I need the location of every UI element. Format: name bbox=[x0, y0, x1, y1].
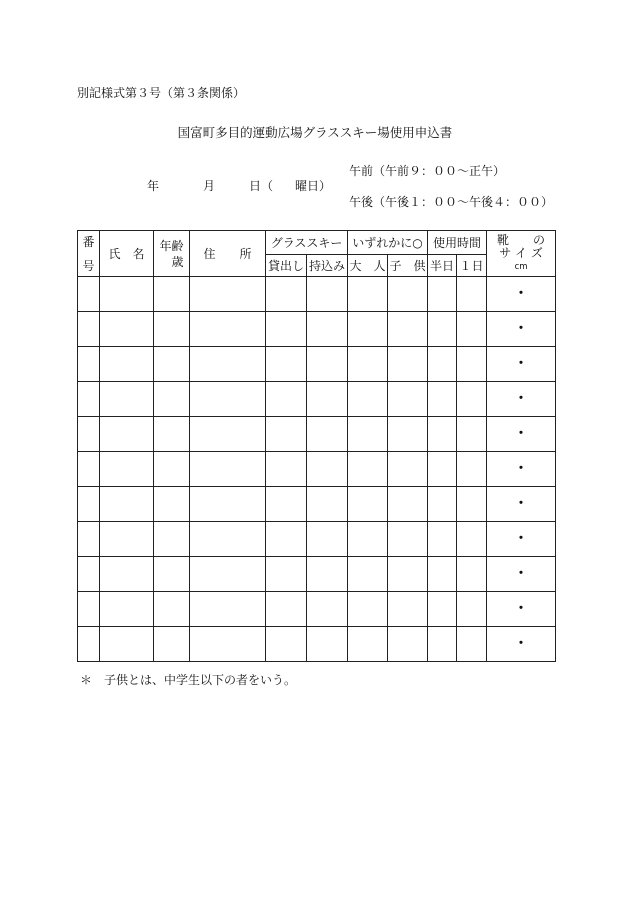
cell-full-day[interactable] bbox=[457, 522, 487, 557]
cell-age[interactable] bbox=[154, 592, 190, 627]
cell-shoe-size[interactable] bbox=[487, 382, 556, 417]
cell-number[interactable] bbox=[78, 452, 100, 487]
cell-rental[interactable] bbox=[266, 592, 307, 627]
cell-adult[interactable] bbox=[348, 557, 388, 592]
cell-own[interactable] bbox=[307, 312, 348, 347]
cell-address[interactable] bbox=[190, 557, 266, 592]
header-age: 年齢 歳 bbox=[154, 231, 190, 277]
cell-child[interactable] bbox=[388, 417, 428, 452]
cell-full-day[interactable] bbox=[457, 487, 487, 522]
cell-rental[interactable] bbox=[266, 627, 307, 662]
header-full-day: １日 bbox=[457, 255, 487, 277]
shoe-unit: cm bbox=[514, 261, 528, 272]
cell-name[interactable] bbox=[100, 277, 154, 312]
cell-shoe-size[interactable] bbox=[487, 417, 556, 452]
cell-adult[interactable] bbox=[348, 277, 388, 312]
cell-age[interactable] bbox=[154, 312, 190, 347]
cell-number[interactable] bbox=[78, 382, 100, 417]
cell-child[interactable] bbox=[388, 557, 428, 592]
cell-half-day[interactable] bbox=[428, 347, 457, 382]
cell-rental[interactable] bbox=[266, 452, 307, 487]
cell-child[interactable] bbox=[388, 522, 428, 557]
cell-address[interactable] bbox=[190, 487, 266, 522]
decimal-point: ・ bbox=[514, 496, 529, 512]
table-row bbox=[78, 557, 556, 592]
header-shoe-size: 靴 の サ イ ズ cm bbox=[487, 231, 556, 277]
application-table bbox=[77, 230, 556, 662]
cell-half-day[interactable] bbox=[428, 382, 457, 417]
cell-half-day[interactable] bbox=[428, 592, 457, 627]
cell-shoe-size[interactable] bbox=[487, 452, 556, 487]
cell-rental[interactable] bbox=[266, 382, 307, 417]
cell-number[interactable] bbox=[78, 277, 100, 312]
cell-child[interactable] bbox=[388, 382, 428, 417]
header-own: 持込み bbox=[307, 255, 348, 277]
cell-age[interactable] bbox=[154, 382, 190, 417]
cell-name[interactable] bbox=[100, 627, 154, 662]
cell-address[interactable] bbox=[190, 522, 266, 557]
time-am-option: 午前（午前９：００～正午） bbox=[349, 164, 506, 178]
cell-name[interactable] bbox=[100, 382, 154, 417]
cell-age[interactable] bbox=[154, 452, 190, 487]
decimal-point: ・ bbox=[514, 391, 529, 407]
cell-own[interactable] bbox=[307, 347, 348, 382]
cell-age[interactable] bbox=[154, 277, 190, 312]
cell-adult[interactable] bbox=[348, 487, 388, 522]
header-name: 氏 名 bbox=[100, 231, 154, 277]
decimal-point: ・ bbox=[514, 286, 529, 302]
cell-name[interactable] bbox=[100, 557, 154, 592]
cell-name[interactable] bbox=[100, 312, 154, 347]
cell-full-day[interactable] bbox=[457, 417, 487, 452]
decimal-point: ・ bbox=[514, 356, 529, 372]
table-row bbox=[78, 347, 556, 382]
cell-adult[interactable] bbox=[348, 452, 388, 487]
cell-name[interactable] bbox=[100, 522, 154, 557]
header-rental: 貸出し bbox=[266, 255, 307, 277]
cell-shoe-size[interactable] bbox=[487, 347, 556, 382]
cell-shoe-size[interactable] bbox=[487, 557, 556, 592]
cell-full-day[interactable] bbox=[457, 277, 487, 312]
cell-shoe-size[interactable] bbox=[487, 312, 556, 347]
cell-full-day[interactable] bbox=[457, 557, 487, 592]
table-row bbox=[78, 592, 556, 627]
cell-full-day[interactable] bbox=[457, 347, 487, 382]
table-row bbox=[78, 312, 556, 347]
cell-address[interactable] bbox=[190, 312, 266, 347]
date-year-label: 年 bbox=[147, 179, 160, 193]
table-row bbox=[78, 627, 556, 662]
cell-shoe-size[interactable] bbox=[487, 522, 556, 557]
cell-age[interactable] bbox=[154, 347, 190, 382]
cell-number[interactable] bbox=[78, 557, 100, 592]
cell-half-day[interactable] bbox=[428, 557, 457, 592]
cell-address[interactable] bbox=[190, 452, 266, 487]
cell-age[interactable] bbox=[154, 487, 190, 522]
cell-half-day[interactable] bbox=[428, 452, 457, 487]
cell-full-day[interactable] bbox=[457, 452, 487, 487]
cell-full-day[interactable] bbox=[457, 382, 487, 417]
cell-child[interactable] bbox=[388, 592, 428, 627]
cell-child[interactable] bbox=[388, 277, 428, 312]
header-number: 番 号 bbox=[78, 231, 100, 277]
header-usage-time: 使用時間 bbox=[428, 231, 487, 255]
cell-child[interactable] bbox=[388, 347, 428, 382]
cell-adult[interactable] bbox=[348, 382, 388, 417]
decimal-point: ・ bbox=[514, 636, 529, 652]
cell-own[interactable] bbox=[307, 592, 348, 627]
cell-own[interactable] bbox=[307, 277, 348, 312]
cell-own[interactable] bbox=[307, 417, 348, 452]
decimal-point: ・ bbox=[514, 321, 529, 337]
time-pm-option: 午後（午後１：００～午後４：００） bbox=[349, 195, 554, 209]
cell-address[interactable] bbox=[190, 592, 266, 627]
cell-name[interactable] bbox=[100, 347, 154, 382]
cell-name[interactable] bbox=[100, 592, 154, 627]
cell-rental[interactable] bbox=[266, 487, 307, 522]
cell-adult[interactable] bbox=[348, 522, 388, 557]
cell-adult[interactable] bbox=[348, 347, 388, 382]
cell-age[interactable] bbox=[154, 557, 190, 592]
table-row bbox=[78, 417, 556, 452]
cell-age[interactable] bbox=[154, 627, 190, 662]
cell-shoe-size[interactable] bbox=[487, 627, 556, 662]
cell-shoe-size[interactable] bbox=[487, 592, 556, 627]
cell-number[interactable] bbox=[78, 592, 100, 627]
date-line bbox=[147, 177, 331, 194]
cell-own[interactable] bbox=[307, 452, 348, 487]
decimal-point: ・ bbox=[514, 566, 529, 582]
header-adult: 大 人 bbox=[348, 255, 388, 277]
cell-address[interactable] bbox=[190, 347, 266, 382]
cell-own[interactable] bbox=[307, 627, 348, 662]
cell-own[interactable] bbox=[307, 382, 348, 417]
cell-own[interactable] bbox=[307, 522, 348, 557]
cell-number[interactable] bbox=[78, 417, 100, 452]
cell-number[interactable] bbox=[78, 522, 100, 557]
cell-number[interactable] bbox=[78, 347, 100, 382]
table-row bbox=[78, 452, 556, 487]
cell-age[interactable] bbox=[154, 522, 190, 557]
cell-child[interactable] bbox=[388, 312, 428, 347]
header-address: 住 所 bbox=[190, 231, 266, 277]
footnote: ＊ 子供とは、中学生以下の者をいう。 bbox=[80, 673, 297, 687]
cell-half-day[interactable] bbox=[428, 487, 457, 522]
cell-child[interactable] bbox=[388, 452, 428, 487]
cell-adult[interactable] bbox=[348, 312, 388, 347]
cell-number[interactable] bbox=[78, 627, 100, 662]
cell-rental[interactable] bbox=[266, 522, 307, 557]
header-either: いずれかに○ bbox=[348, 231, 428, 255]
cell-name[interactable] bbox=[100, 452, 154, 487]
cell-name[interactable] bbox=[100, 417, 154, 452]
cell-adult[interactable] bbox=[348, 627, 388, 662]
cell-age[interactable] bbox=[154, 417, 190, 452]
cell-own[interactable] bbox=[307, 557, 348, 592]
cell-adult[interactable] bbox=[348, 592, 388, 627]
table-row bbox=[78, 382, 556, 417]
date-day-label: 日（ bbox=[249, 179, 274, 193]
table-row bbox=[78, 277, 556, 312]
cell-address[interactable] bbox=[190, 627, 266, 662]
cell-address[interactable] bbox=[190, 277, 266, 312]
header-grass-ski: グラススキー bbox=[266, 231, 348, 255]
cell-half-day[interactable] bbox=[428, 277, 457, 312]
date-month-label: 月 bbox=[203, 179, 216, 193]
cell-name[interactable] bbox=[100, 487, 154, 522]
cell-number[interactable] bbox=[78, 312, 100, 347]
decimal-point: ・ bbox=[514, 601, 529, 617]
page-title: 国富町多目的運動広場グラススキー場使用申込書 bbox=[177, 125, 453, 140]
decimal-point: ・ bbox=[514, 426, 529, 442]
cell-full-day[interactable] bbox=[457, 592, 487, 627]
cell-rental[interactable] bbox=[266, 417, 307, 452]
table-row bbox=[78, 522, 556, 557]
header-half-day: 半日 bbox=[428, 255, 457, 277]
decimal-point: ・ bbox=[514, 531, 529, 547]
cell-number[interactable] bbox=[78, 487, 100, 522]
cell-child[interactable] bbox=[388, 487, 428, 522]
header-child: 子 供 bbox=[388, 255, 428, 277]
cell-rental[interactable] bbox=[266, 347, 307, 382]
cell-half-day[interactable] bbox=[428, 522, 457, 557]
cell-rental[interactable] bbox=[266, 312, 307, 347]
cell-child[interactable] bbox=[388, 627, 428, 662]
cell-address[interactable] bbox=[190, 417, 266, 452]
table-row bbox=[78, 487, 556, 522]
cell-own[interactable] bbox=[307, 487, 348, 522]
cell-half-day[interactable] bbox=[428, 627, 457, 662]
cell-address[interactable] bbox=[190, 382, 266, 417]
cell-rental[interactable] bbox=[266, 557, 307, 592]
date-weekday-label: 曜日） bbox=[295, 179, 332, 193]
cell-half-day[interactable] bbox=[428, 312, 457, 347]
cell-full-day[interactable] bbox=[457, 312, 487, 347]
cell-adult[interactable] bbox=[348, 417, 388, 452]
decimal-point: ・ bbox=[514, 461, 529, 477]
cell-half-day[interactable] bbox=[428, 417, 457, 452]
cell-shoe-size[interactable] bbox=[487, 277, 556, 312]
cell-full-day[interactable] bbox=[457, 627, 487, 662]
cell-shoe-size[interactable] bbox=[487, 487, 556, 522]
cell-rental[interactable] bbox=[266, 277, 307, 312]
form-label: 別記様式第３号（第３条関係） bbox=[77, 86, 246, 100]
